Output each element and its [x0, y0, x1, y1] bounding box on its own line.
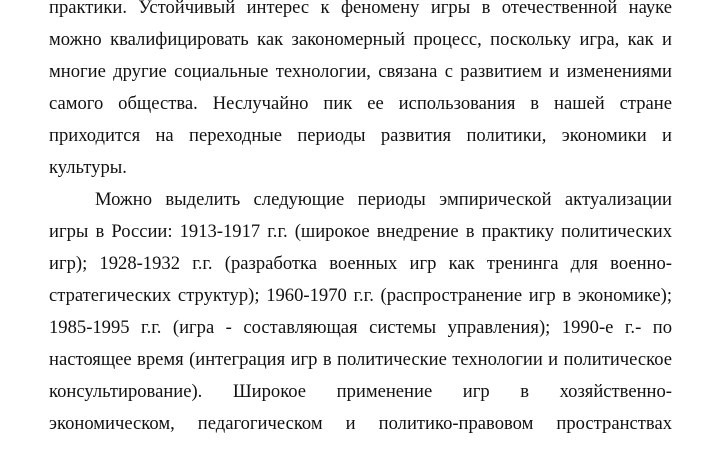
- text-line: культуры.: [49, 157, 127, 178]
- text-line: игр); 1928-1932 г.г. (разработка военных игр как тренинга для военно-: [49, 253, 672, 274]
- text-line: игры в России: 1913-1917 г.г. (широкое внедрение в практику политических: [49, 221, 672, 242]
- text-line: самого общества. Неслучайно пик ее использования в нашей стране: [49, 93, 672, 114]
- text-line: можно квалифицировать как закономерный процесс, поскольку игра, как и: [49, 29, 672, 50]
- text-line: практики. Устойчивый интерес к феномену игры в отечественной науке: [49, 0, 672, 18]
- paragraph-first-line: Можно выделить следующие периоды эмпирической актуализации: [95, 189, 672, 210]
- text-line: приходится на переходные периоды развития политики, экономики и: [49, 125, 672, 146]
- text-line: стратегических структур); 1960-1970 г.г. (распространение игр в экономике);: [49, 285, 672, 306]
- text-line: экономическом, педагогическом и политико-правовом пространствах: [49, 413, 672, 434]
- text-line: многие другие социальные технологии, связана с развитием и изменениями: [49, 61, 672, 82]
- text-line: 1985-1995 г.г. (игра - составляющая системы управления); 1990-е г.- по: [49, 317, 672, 338]
- text-line: настоящее время (интеграция игр в политические технологии и политическое: [49, 349, 672, 370]
- text-line: консультирование). Широкое применение игр в хозяйственно-: [49, 381, 672, 402]
